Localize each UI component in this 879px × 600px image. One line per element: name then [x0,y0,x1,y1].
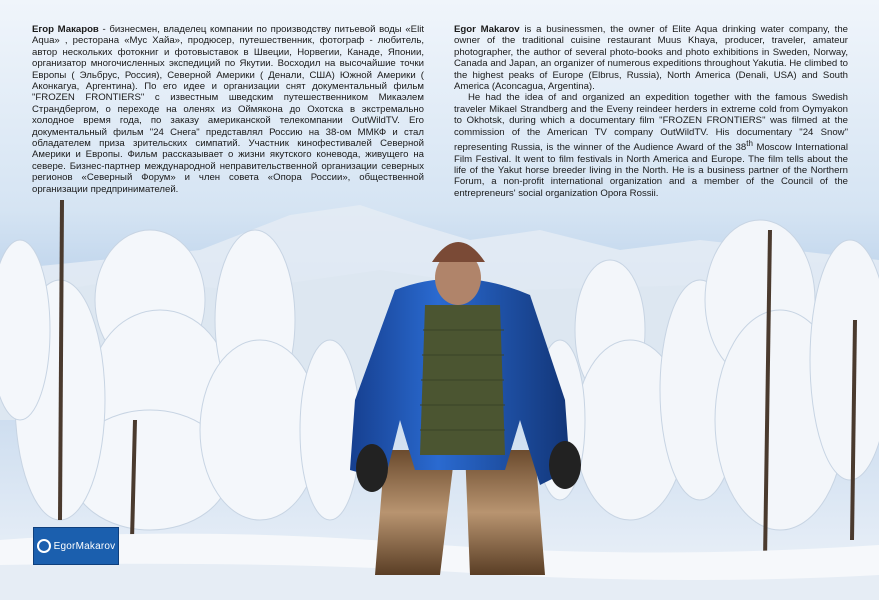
bio-paragraph-ru: - бизнесмен, владелец компании по производству питьевой воды «Elit Aqua» , ресторана «Мус Хайа», продюсер, путешественник, фотограф - любитель, автор нескольких фотокниг и фотовыставок в Швеции, Норвегии, Канаде, Японии, организатор многочисленных экспедиций по Якутии. Восходил на высочайшие точки Европы ( Эльбрус, Россия), Северной Америки ( Денали, США) Южной Америки ( Аконкагуа, Аргентина). По его идее и организации снят документальный фильм "FROZEN FRONTIERS" с известным шведским путешественником Микаэлем Страндбергом, о переходе на оленях из Оймякона до Охотска в экстремально холодное время года, по заказу американской телекомпании OutWildTV. Его документальный фильм "24 Снега" представлял Россию на 38-ом ММКФ и стал обладателем приза зрительских симпатий. Участник кинофестивалей Северной Америки и Европы. Фильм рассказывает о жизни якутского коневода, живущего на севере. Бизнес-партнер международной неправительственной организации северных регионов «Северный Форум» и член совета «Опора России», общественной организации предпринимателей. [32,24,425,195]
logo-text: EgorMakarov [53,540,116,552]
logo-mark-icon [37,539,51,553]
bio-paragraph-en-1: is a businessmen, the owner of Elite Aqua drinking water company, the owner of the traditional cuisine restaurant Muus Khaya, producer, traveler, amateur photographer, the author of several photo-books and photo exhibitions in Sweden, Norway, Canada and Japan, an organizer of numerous expeditions throughout Yakutia. He climbed to the highest peaks of Europe (Elbrus, Russia), North America (Denali, USA) and South America (Aconcagua, Argentina). [454,24,848,93]
author-name-en: Egor Makarov [454,24,520,35]
russian-text-column [32,24,424,195]
author-name-ru: Егор Макаров [32,24,99,35]
egor-makarov-logo [33,527,119,565]
english-text-column [454,24,848,199]
bio-paragraph-en-2b: Moscow International Film Festival. It went to film festivals in North America and Europe. The film tells about the life of the Yakut horse breeder living in the North. He is a business partner of the Northern Forum, a non-profit international organization and a member of the Council of the entrepreneurs' social organization Opora Rossii. [454,142,848,199]
ordinal-superscript: th [746,139,753,149]
bio-paragraph-en-2a: He had the idea of and organized an expedition together with the famous Swedish traveler Mikael Strandberg and the Eveny reindeer herders in extreme cold from Oymyakon to Okhotsk, during which a documentary film "FROZEN FRONTIERS" was filmed at the commission of the American TV company OutWildTV. His documentary "24 Snow" representing Russia, is the winner of the Audience Award of the 38 [454,92,848,154]
